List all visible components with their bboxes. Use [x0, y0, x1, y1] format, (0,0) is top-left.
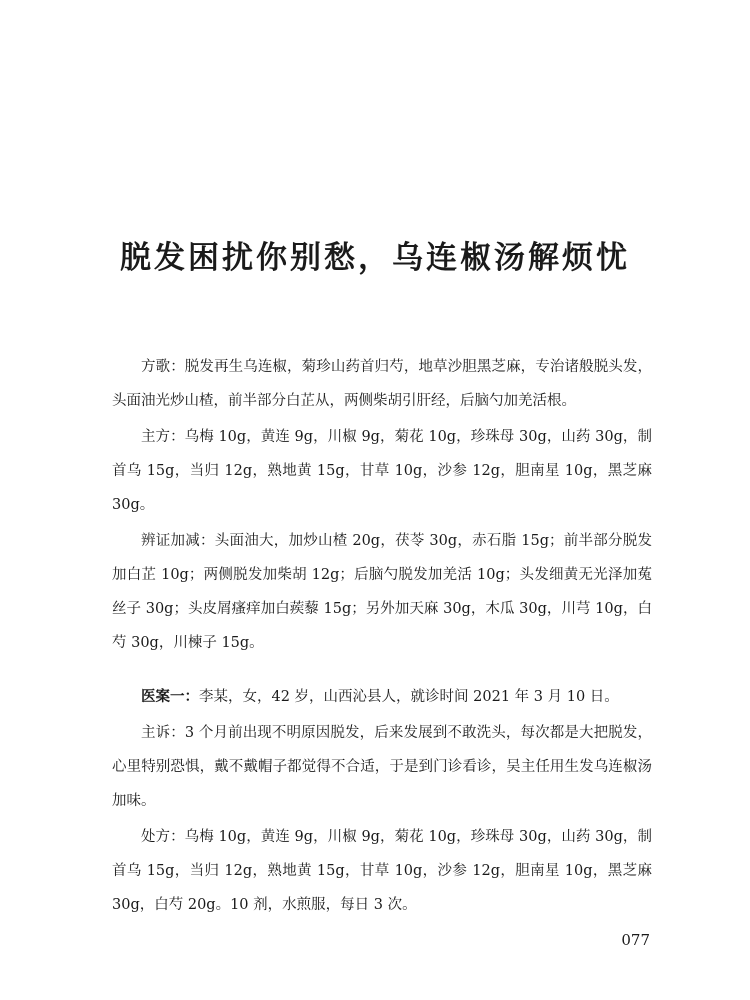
page-title: 脱发困扰你别愁，乌连椒汤解烦忧 — [120, 240, 630, 276]
case-section — [112, 680, 652, 924]
case-label: 医案一： — [141, 688, 199, 705]
case-heading — [112, 680, 652, 714]
formula-main: 主方：乌梅 10g，黄连 9g，川椒 9g，菊花 10g，珍珠母 30g，山药 30g，制首乌 15g，当归 12g，熟地黄 15g，甘草 10g，沙参 12g，胆南星 10g，黑芝麻 30g。 — [112, 429, 652, 513]
formula-modification: 辨证加减：头面油大，加炒山楂 20g，茯苓 30g，赤石脂 15g；前半部分脱发加白芷 10g；两侧脱发加柴胡 12g；后脑勺脱发加羌活 10g；头发细黄无光泽加菟丝子 30g；头皮屑瘙痒加白蒺藜 15g；另外加天麻 30g，木瓜 30g，川芎 10g，白芍 30g，川楝子 15g。 — [112, 533, 652, 651]
page-number: 077 — [621, 931, 650, 949]
case-intro: 李某，女，42 岁，山西沁县人，就诊时间 2021 年 3 月 10 日。 — [199, 689, 619, 705]
case-prescription: 处方：乌梅 10g，黄连 9g，川椒 9g，菊花 10g，珍珠母 30g，山药 30g，制首乌 15g，当归 12g，熟地黄 15g，甘草 10g，沙参 12g，胆南星 10g，黑芝麻 30g，白芍 20g。10 剂，水煎服，每日 3 次。 — [112, 829, 652, 913]
formula-section — [112, 350, 652, 662]
formula-song: 方歌：脱发再生乌连椒，菊珍山药首归芍，地草沙胆黑芝麻，专治诸般脱头发，头面油光炒山楂，前半部分白芷从，两侧柴胡引肝经，后脑勺加羌活根。 — [112, 359, 652, 409]
case-complaint: 主诉：3 个月前出现不明原因脱发，后来发展到不敢洗头，每次都是大把脱发，心里特别恐惧，戴不戴帽子都觉得不合适，于是到门诊看诊，吴主任用生发乌连椒汤加味。 — [112, 725, 652, 809]
